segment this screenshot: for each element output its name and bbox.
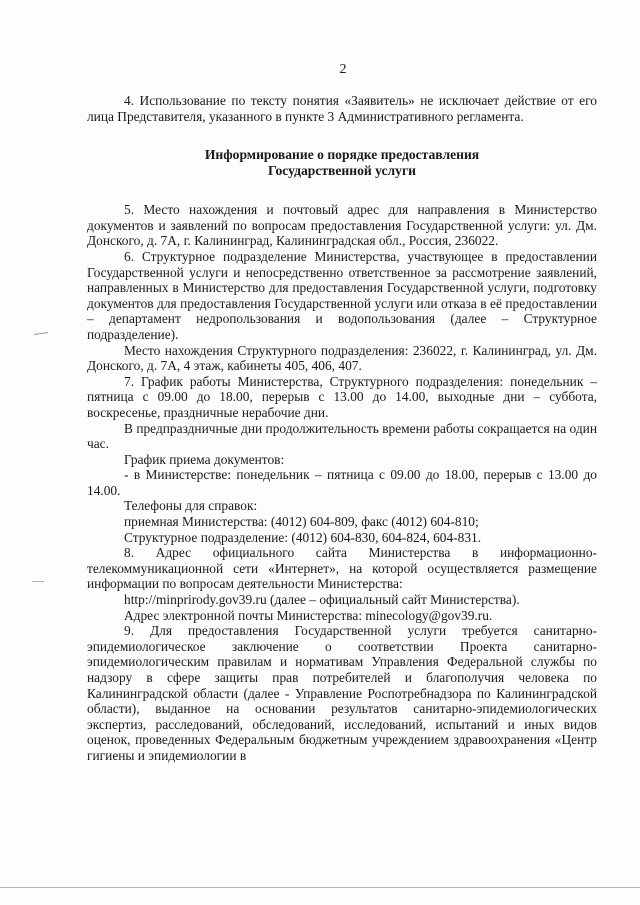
- paragraph-4: 4. Использование по тексту понятия «Заявитель» не исключает действие от его лица Представителя, указанного в пункте 3 Административного регламента.: [87, 93, 597, 124]
- paragraph-7-schedule: - в Министерстве: понедельник – пятница с 09.00 до 18.00, перерыв с 13.00 до 14.00.: [87, 467, 597, 498]
- paragraph-8-website: http://minprirody.gov39.ru (далее – официальный сайт Министерства).: [124, 592, 520, 608]
- paragraph-6: 6. Структурное подразделение Министерства, участвующее в предоставлении Государственной услуги и непосредственно ответственное за рассмотрение заявлений, направленных в Министерство для предоставления Государственной услуги, подготовку документов для предоставления Государственной услуги или отказа в её предоставлении – департамент недропользования и водопользования (далее – Структурное подразделение).: [87, 248, 597, 342]
- paragraph-9: 9. Для предоставления Государственной услуги требуется санитарно-эпидемиологическое заключение о соответствии Проекта санитарно-эпидемиологическим правилам и нормативам Управления Федеральной службы по надзору в сфере защиты прав потребителей и благополучия человека по Калининградской области (далее - Управление Роспотребнадзора по Калининградской области), выданное на основании результатов санитарно-эпидемиологических экспертиз, расследований, обследований, исследований, испытаний и иных видов оценок, проведенных Федеральным бюджетным учреждением здравоохранения «Центр гигиены и эпидемиологии в: [87, 623, 597, 763]
- paragraph-5: 5. Место нахождения и почтовый адрес для направления в Министерство документов и заявлений по вопросам предоставления Государственной услуги: ул. Дм. Донского, д. 7А, г. Калининград, Калининградская обл., Россия, 236022.: [87, 202, 597, 249]
- paragraph-7-phone-reception: приемная Министерства: (4012) 604-809, факс (4012) 604-810;: [124, 514, 479, 530]
- document-body: [87, 93, 597, 764]
- paragraph-7-schedule-title: График приема документов:: [124, 451, 285, 467]
- section-heading-line-2: Государственной услуги: [268, 163, 416, 179]
- page-number: 2: [339, 62, 347, 77]
- paragraph-7-phone-department: Структурное подразделение: (4012) 604-830, 604-824, 604-831.: [124, 529, 482, 545]
- scan-bottom-edge: [0, 887, 640, 888]
- paragraph-7-preholiday: В предпраздничные дни продолжительность времени работы сокращается на один час.: [87, 420, 597, 452]
- section-heading-line-1: Информирование о порядке предоставления: [204, 147, 480, 163]
- section-heading: [87, 147, 597, 179]
- paragraph-8: 8. Адрес официального сайта Министерства в информационно-телекоммуникационной сети «Интернет», на которой осуществляется размещение информации по вопросам деятельности Министерства:: [87, 545, 597, 592]
- paragraph-7-phones-title: Телефоны для справок:: [124, 498, 258, 514]
- scan-mark: [34, 332, 48, 335]
- paragraph-6-location: Место нахождения Структурного подразделения: 236022, г. Калининград, ул. Дм. Донского, д. 7А, 4 этаж, кабинеты 405, 406, 407.: [87, 342, 597, 374]
- paragraph-7: 7. График работы Министерства, Структурного подразделения: понедельник – пятница с 09.00 до 18.00, перерыв с 13.00 до 14.00, выходные дни – суббота, воскресенье, праздничные нерабочие дни.: [87, 373, 597, 420]
- scan-mark: [32, 581, 44, 582]
- paragraph-8-email: Адрес электронной почты Министерства: minecology@gov39.ru.: [124, 607, 493, 623]
